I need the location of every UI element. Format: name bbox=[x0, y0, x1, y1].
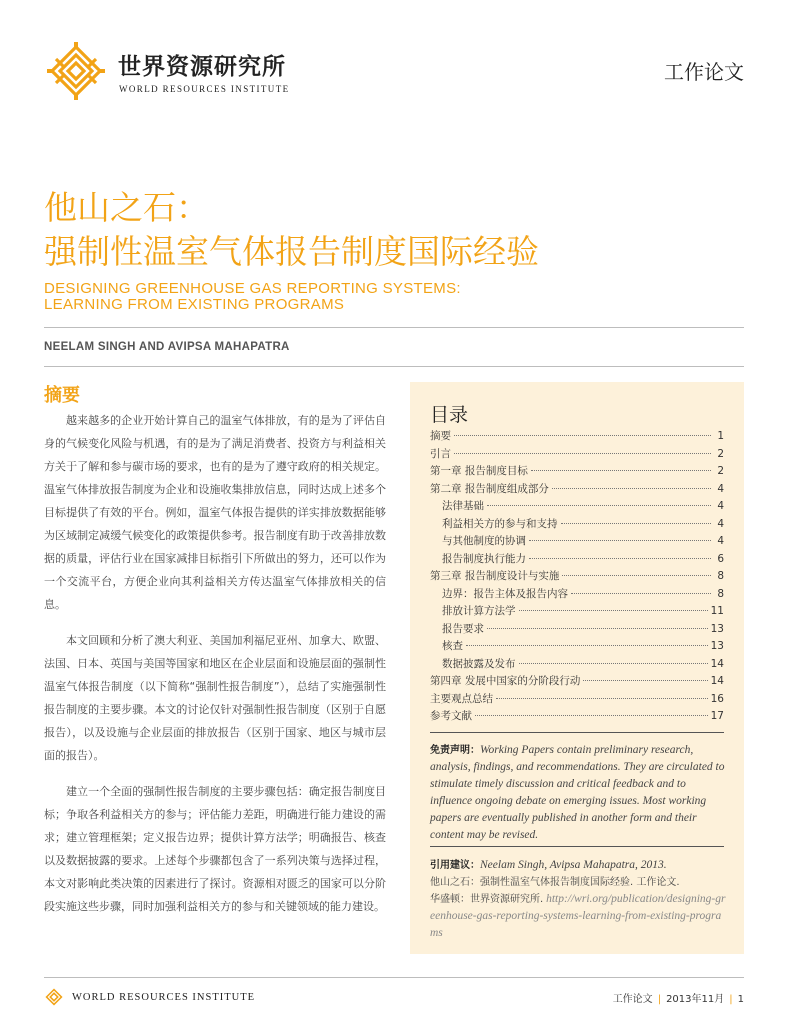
disclaimer-label: 免责声明： bbox=[430, 745, 480, 756]
citation-label: 引用建议： bbox=[430, 860, 480, 871]
header bbox=[44, 40, 744, 100]
footer-info: 工作论文 | 2013年11月 | 1 bbox=[612, 994, 744, 1005]
toc-entry[interactable]: 核查 13 bbox=[442, 640, 724, 652]
citation bbox=[430, 857, 728, 942]
toc-heading: 目录 bbox=[430, 404, 469, 426]
abstract-body bbox=[44, 409, 386, 931]
toc-entry[interactable]: 第二章 报告制度组成部分 4 bbox=[430, 482, 724, 495]
citation-url[interactable]: http://wri.org/publication/designing-greenhouse-gas-reporting-systems-learning-from-existing-programs bbox=[430, 893, 726, 939]
org-name-cn: 世界资源研究所 bbox=[118, 53, 286, 80]
wri-logo-icon bbox=[44, 42, 108, 100]
toc-entry[interactable]: 排放计算方法学 11 bbox=[442, 605, 724, 617]
title-en-line2: LEARNING FROM EXISTING PROGRAMS bbox=[44, 296, 345, 313]
toc-entry[interactable]: 参考文献 17 bbox=[430, 710, 724, 722]
toc-entry[interactable]: 报告要求 13 bbox=[442, 622, 724, 635]
toc-entry[interactable]: 法律基础 4 bbox=[442, 500, 724, 512]
toc-entry[interactable]: 主要观点总结 16 bbox=[430, 692, 724, 705]
abstract-paragraph: 建立一个全面的强制性报告制度的主要步骤包括：确定报告制度目标；争取各利益相关方的参与；评估能力差距，明确进行能力建设的需求；建立管理框架；定义报告边界；提供计算方法学；明确报告、核查以及数据披露的要求。上述每个步骤都包含了一系列决策与选择过程，本文对影响此类决策的因素进行了探讨。资源相对匮乏的国家可以分阶段实施这些步骤，同时加强利益相关方的参与和关键领域的能力建设。 bbox=[44, 785, 386, 913]
disclaimer-text: Working Papers contain preliminary research, analysis, findings, and recommendations. They are circulated to stimulate timely discussion and critical feedback and to influence ongoing debate on emerging issues. Most working papers are eventually published in another form and their content may be revised. bbox=[430, 744, 725, 841]
title-cn-line2: 强制性温室气体报告制度国际经验 bbox=[44, 232, 539, 271]
sidebar-box bbox=[410, 382, 744, 954]
disclaimer-divider bbox=[430, 846, 724, 847]
toc-entry[interactable]: 第三章 报告制度设计与实施 8 bbox=[430, 570, 724, 582]
footer-doc-type: 工作论文 bbox=[612, 994, 653, 1005]
citation-publisher: 华盛顿：世界资源研究所. bbox=[430, 894, 544, 905]
abstract-paragraph: 越来越多的企业开始计算自己的温室气体排放，有的是为了评估自身的气候变化风险与机遇，有的是为了满足消费者、投资方与利益相关方关于了解和参与碳市场的要求，也有的是为了遵守政府的相关规定。温室气体排放报告制度为企业和设施收集排放信息，同时达成上述多个目标提供了有效的平台。例如，温室气体报告提供的详实排放数据能够为区域制定减缓气候变化的政策提供参考。报告制度有助于改善排放数据的质量，评估行业在国家减排目标指引下所做出的努力，还可以作为一个交流平台，方便企业向其利益相关方传达温室气体排放相关的信息。 bbox=[44, 414, 386, 611]
footer-date: 2013年11月 bbox=[666, 994, 725, 1005]
title-cn-line1: 他山之石： bbox=[44, 188, 209, 227]
citation-title: 他山之石：强制性温室气体报告制度国际经验. 工作论文. bbox=[430, 877, 680, 888]
toc-entry[interactable]: 与其他制度的协调 4 bbox=[442, 535, 724, 547]
disclaimer bbox=[430, 742, 728, 844]
toc-divider bbox=[430, 732, 724, 733]
wri-logo-small-icon bbox=[44, 988, 64, 1006]
title-en bbox=[44, 281, 461, 313]
toc-entry[interactable]: 第一章 报告制度目标 2 bbox=[430, 465, 724, 477]
toc-entry[interactable]: 报告制度执行能力 6 bbox=[442, 552, 724, 565]
toc-entry[interactable]: 引言 2 bbox=[430, 447, 724, 460]
abstract-paragraph: 本文回顾和分析了澳大利亚、美国加利福尼亚州、加拿大、欧盟、法国、日本、英国与美国等国家和地区在企业层面和设施层面的强制性温室气体报告制度（以下简称“强制性报告制度”），总结了实施强制性报告制度的主要步骤。本文的讨论仅针对强制性报告制度（区别于自愿报告），以及设施与企业层面的排放报告（区别于国家、地区与城市层面的报告）。 bbox=[44, 634, 386, 762]
toc-entry[interactable]: 第四章 发展中国家的分阶段行动 14 bbox=[430, 675, 724, 687]
toc-entry[interactable]: 摘要 1 bbox=[430, 430, 724, 442]
citation-authors: Neelam Singh, Avipsa Mahapatra, 2013. bbox=[480, 859, 667, 871]
toc-entry[interactable]: 利益相关方的参与和支持 4 bbox=[442, 517, 724, 530]
table-of-contents bbox=[430, 428, 724, 726]
toc-entry[interactable]: 边界：报告主体及报告内容 8 bbox=[442, 587, 724, 600]
abstract-heading: 摘要 bbox=[44, 385, 80, 406]
document-type: 工作论文 bbox=[664, 60, 744, 84]
title-cn bbox=[44, 186, 539, 274]
title-en-line1: DESIGNING GREENHOUSE GAS REPORTING SYSTEMS: bbox=[44, 280, 461, 297]
authors-divider bbox=[44, 366, 744, 367]
authors: NEELAM SINGH AND AVIPSA MAHAPATRA bbox=[44, 341, 290, 353]
footer-divider bbox=[44, 977, 744, 978]
toc-entry[interactable]: 数据披露及发布 14 bbox=[442, 657, 724, 670]
org-name-en: WORLD RESOURCES INSTITUTE bbox=[119, 84, 290, 94]
title-divider bbox=[44, 327, 744, 328]
footer-org-name: WORLD RESOURCES INSTITUTE bbox=[72, 992, 256, 1003]
page-number: 1 bbox=[737, 994, 744, 1005]
